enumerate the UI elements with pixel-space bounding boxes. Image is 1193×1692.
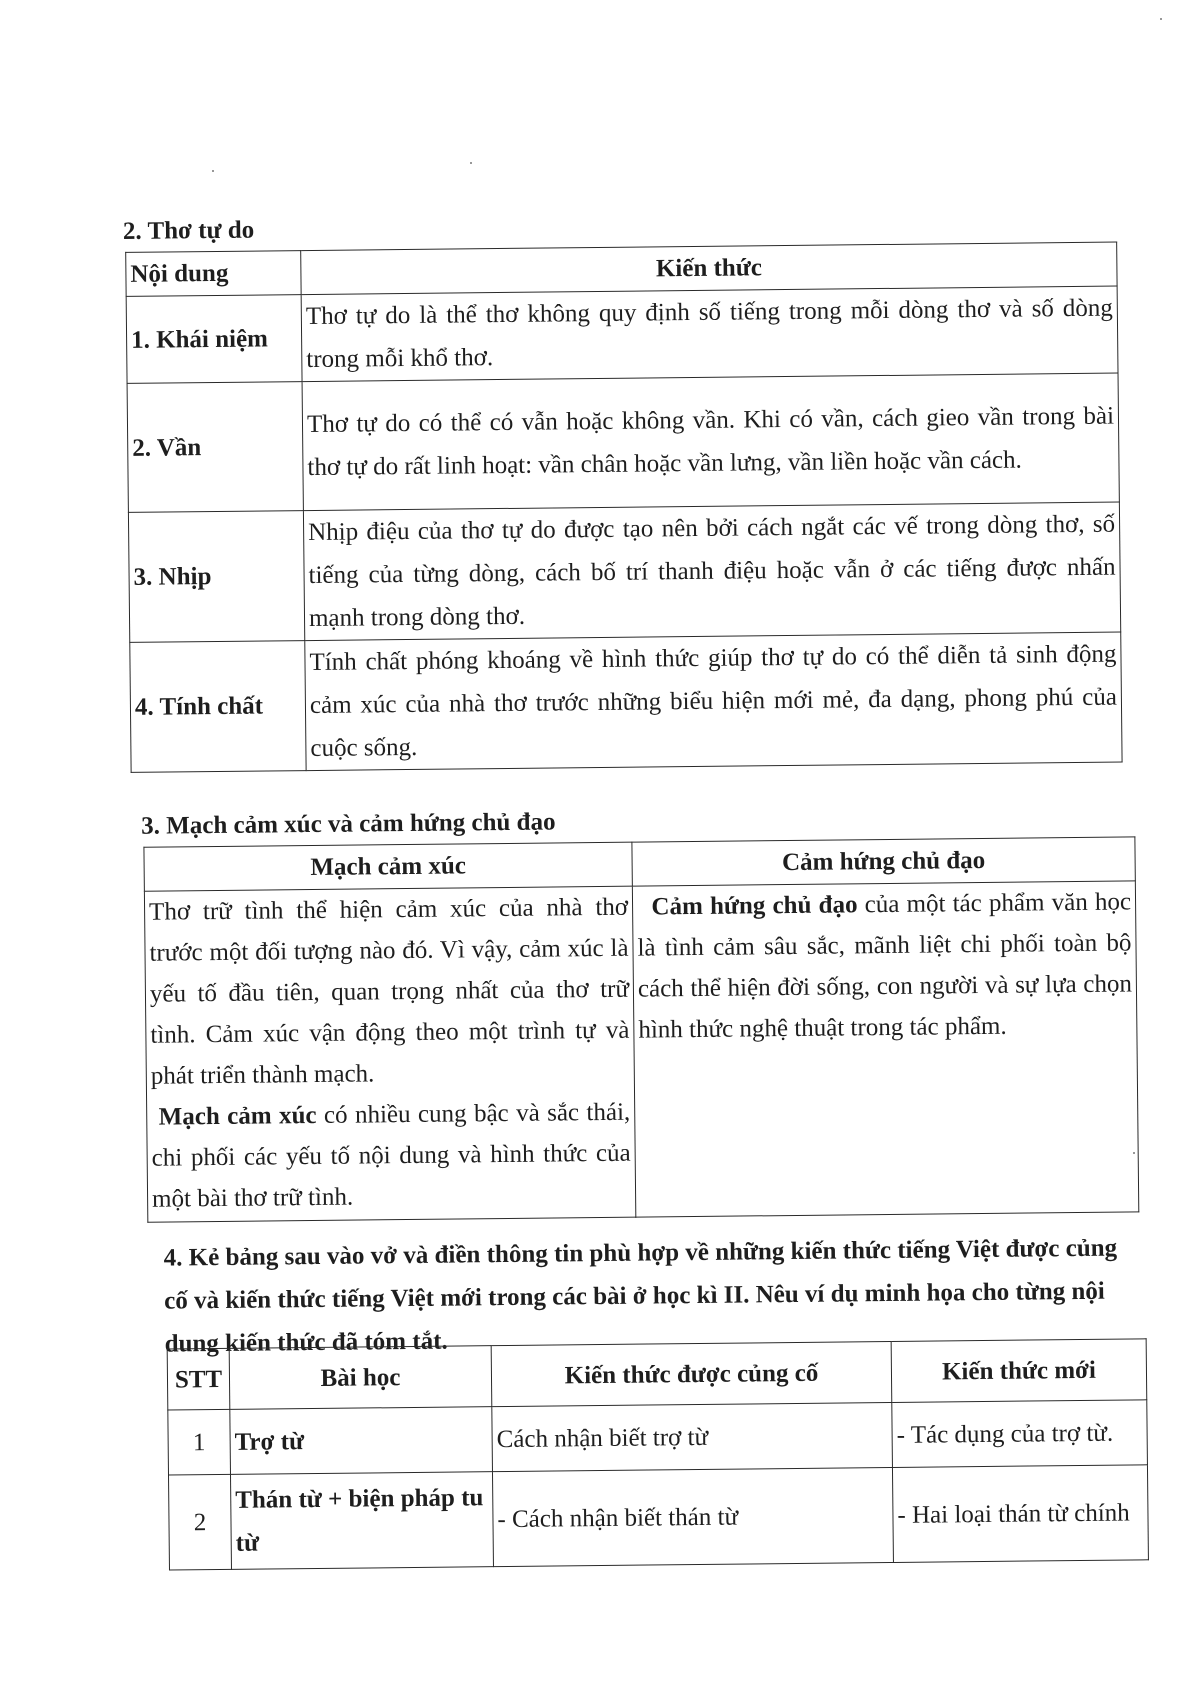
main-inspiration-paragraph xyxy=(637,881,1133,1050)
table-row xyxy=(144,881,1138,1222)
section-4-table xyxy=(167,1338,1149,1570)
emotion-flow-definition: có nhiều cung bậc và sắc thái, chi phối các yếu tố nội dung và hình thức của một bài thơ trữ tình. xyxy=(151,1098,631,1213)
table-row xyxy=(128,502,1120,642)
section-3-table xyxy=(143,836,1139,1222)
section-2-table xyxy=(125,242,1122,773)
section-3-title: 3. Mạch cảm xúc và cảm hứng chủ đạo xyxy=(141,808,556,840)
emotion-flow-paragraph-2 xyxy=(151,1092,631,1220)
row-label: 2. Vần xyxy=(127,382,303,513)
row-new: - Tác dụng của trợ từ. xyxy=(892,1400,1148,1468)
main-inspiration-term: Cảm hứng chủ đạo xyxy=(651,891,858,921)
table-row xyxy=(130,632,1122,772)
header-content: Nội dung xyxy=(126,251,301,297)
header-new: Kiến thức mới xyxy=(891,1339,1147,1403)
table-row xyxy=(168,1400,1148,1475)
row-text: Thơ tự do có thể có vẫn hoặc không vần. Khi có vần, cách gieo vần trong bài thơ tự do rất linh hoạt: vần chân hoặc vần lưng, vần liền hoặc vần cách. xyxy=(302,373,1119,511)
row-label: 4. Tính chất xyxy=(130,641,306,773)
row-text: Tính chất phóng khoáng về hình thức giúp thơ tự do có thể diễn tả sinh động cảm xúc của nhà thơ trước những biểu hiện mới mẻ, đa dạng, phong phú của cuộc sống. xyxy=(305,632,1122,771)
header-stt: STT xyxy=(167,1348,230,1410)
header-lesson: Bài học xyxy=(229,1346,492,1410)
table-header-row xyxy=(167,1339,1147,1410)
main-inspiration-cell xyxy=(632,881,1138,1217)
table-row xyxy=(126,286,1118,383)
row-label: 3. Nhịp xyxy=(128,511,304,643)
row-lesson: Trợ từ xyxy=(230,1407,493,1475)
row-reinforced: Cách nhận biết trợ từ xyxy=(492,1402,893,1471)
emotion-flow-term: Mạch cảm xúc xyxy=(158,1101,317,1131)
emotion-flow-cell xyxy=(144,886,635,1222)
row-stt: 2 xyxy=(168,1474,231,1570)
emotion-flow-paragraph-1: Thơ trữ tình thể hiện cảm xúc của nhà thơ trước một đối tượng nào đó. Vì vậy, cảm xúc là yếu tố đầu tiên, quan trọng nhất của thơ trữ tình. Cảm xúc vận động theo một trình tự và phát triển thành mạch. xyxy=(148,893,630,1090)
header-reinforced: Kiến thức được củng cố xyxy=(491,1341,892,1406)
header-main-inspiration: Cảm hứng chủ đạo xyxy=(632,837,1135,886)
row-text: Thơ tự do là thể thơ không quy định số tiếng trong mỗi dòng thơ và số dòng trong mỗi khổ thơ. xyxy=(301,286,1118,382)
row-lesson: Thán từ + biện pháp tu từ xyxy=(230,1472,493,1570)
header-knowledge: Kiến thức xyxy=(301,242,1117,295)
table-row xyxy=(168,1465,1148,1570)
section-2-title: 2. Thơ tự do xyxy=(122,216,255,245)
main-inspiration-definition: của một tác phẩm văn học là tình cảm sâu sắc, mãnh liệt chi phối toàn bộ cách thể hiện đời sống, con người và sự lựa chọn hình thức nghệ thuật trong tác phẩm. xyxy=(637,888,1133,1044)
header-emotion-flow: Mạch cảm xúc xyxy=(144,842,632,891)
scan-speck xyxy=(470,162,472,164)
table-row xyxy=(127,373,1119,512)
row-text: Nhịp điệu của thơ tự do được tạo nên bởi cách ngắt các vế trong dòng thơ, số tiếng của từng dòng, cách bố trí thanh điệu hoặc vẫn ở các tiếng được nhấn mạnh trong dòng thơ. xyxy=(303,502,1120,641)
row-stt: 1 xyxy=(168,1409,231,1475)
scan-speck xyxy=(1133,1152,1135,1154)
scan-speck xyxy=(212,170,214,172)
row-reinforced: - Cách nhận biết thán từ xyxy=(492,1467,893,1566)
row-label: 1. Khái niệm xyxy=(126,295,302,384)
scan-speck xyxy=(1160,18,1162,20)
row-new: - Hai loại thán từ chính xyxy=(892,1465,1148,1563)
section-4-instruction: 4. Kẻ bảng sau vào vở và điền thông tin phù hợp về những kiến thức tiếng Việt được củng cố và kiến thức tiếng Việt mới trong các bài ở học kì II. Nêu ví dụ minh họa cho từng nội dung kiến thức đã tóm tắt. xyxy=(163,1234,1118,1358)
